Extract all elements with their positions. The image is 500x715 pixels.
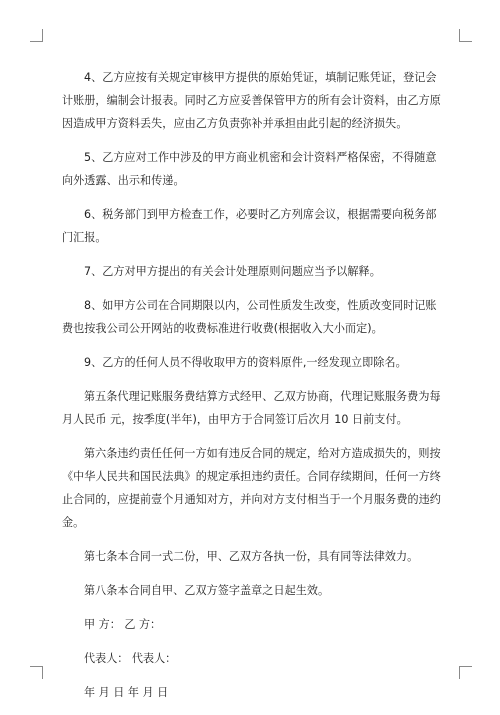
clause-8 bbox=[62, 294, 444, 340]
clause-5 bbox=[62, 146, 444, 192]
clause-9 bbox=[62, 351, 444, 374]
crop-mark-top-right bbox=[459, 29, 472, 42]
clause-8-text: 8、如甲方公司在合同期限以内，公司性质发生改变，性质改变同时记账费也按我公司公开网站的收费标准进行收费(根据收入大小而定)。 bbox=[62, 299, 437, 335]
clause-9-text: 9、乙方的任何人员不得收取甲方的资料原件,一经发现立即除名。 bbox=[84, 356, 407, 369]
signature-parties: 甲 方： 乙 方： bbox=[84, 618, 162, 631]
article-8-text: 第八条本合同自甲、乙双方签字盖章之日起生效。 bbox=[84, 584, 330, 597]
clause-7 bbox=[62, 260, 444, 283]
article-5-text: 第五条代理记账服务费结算方式经甲、乙双方协商，代理记账服务费为每月人民币 元，按季度(半年)，由甲方于合同签订后次月 10 日前支付。 bbox=[62, 390, 441, 426]
signature-dates: 年 月 日 年 月 日 bbox=[84, 686, 169, 699]
article-5-fee-settlement bbox=[62, 385, 444, 431]
crop-mark-top-left bbox=[30, 29, 43, 42]
clause-6-text: 6、税务部门到甲方检查工作，必要时乙方列席会议，根据需要向税务部门汇报。 bbox=[62, 208, 437, 244]
article-7-text: 第七条本合同一式二份，甲、乙双方各执一份，具有同等法律效力。 bbox=[84, 550, 419, 563]
signature-representatives: 代表人： 代表人： bbox=[84, 652, 177, 665]
document-body bbox=[62, 66, 444, 715]
article-6-text: 第六条违约责任任何一方如有违反合同的规定，给对方造成损失的，则按《中华人民共和国民法典》的规定承担违约责任。合同存续期间，任何一方终止合同的，应提前壹个月通知对方，并向对方支付相当于一个月服务费的违约金。 bbox=[62, 447, 441, 529]
clause-6 bbox=[62, 203, 444, 249]
article-6-liability bbox=[62, 442, 444, 534]
crop-mark-bottom-right bbox=[459, 666, 472, 679]
clause-4 bbox=[62, 66, 444, 135]
clause-7-text: 7、乙方对甲方提出的有关会计处理原则问题应当予以解释。 bbox=[84, 265, 381, 278]
article-7-copies bbox=[62, 545, 444, 568]
clause-5-text: 5、乙方应对工作中涉及的甲方商业机密和会计资料严格保密，不得随意向外透露、出示和传递。 bbox=[62, 151, 437, 187]
article-8-effective bbox=[62, 579, 444, 602]
clause-4-text: 4、乙方应按有关规定审核甲方提供的原始凭证，填制记账凭证，登记会计账册，编制会计报表。同时乙方应妥善保管甲方的所有会计资料，由乙方原因造成甲方资料丢失，应由乙方负责弥补并承担由此引起的经济损失。 bbox=[62, 71, 441, 130]
crop-mark-bottom-left bbox=[30, 666, 43, 679]
